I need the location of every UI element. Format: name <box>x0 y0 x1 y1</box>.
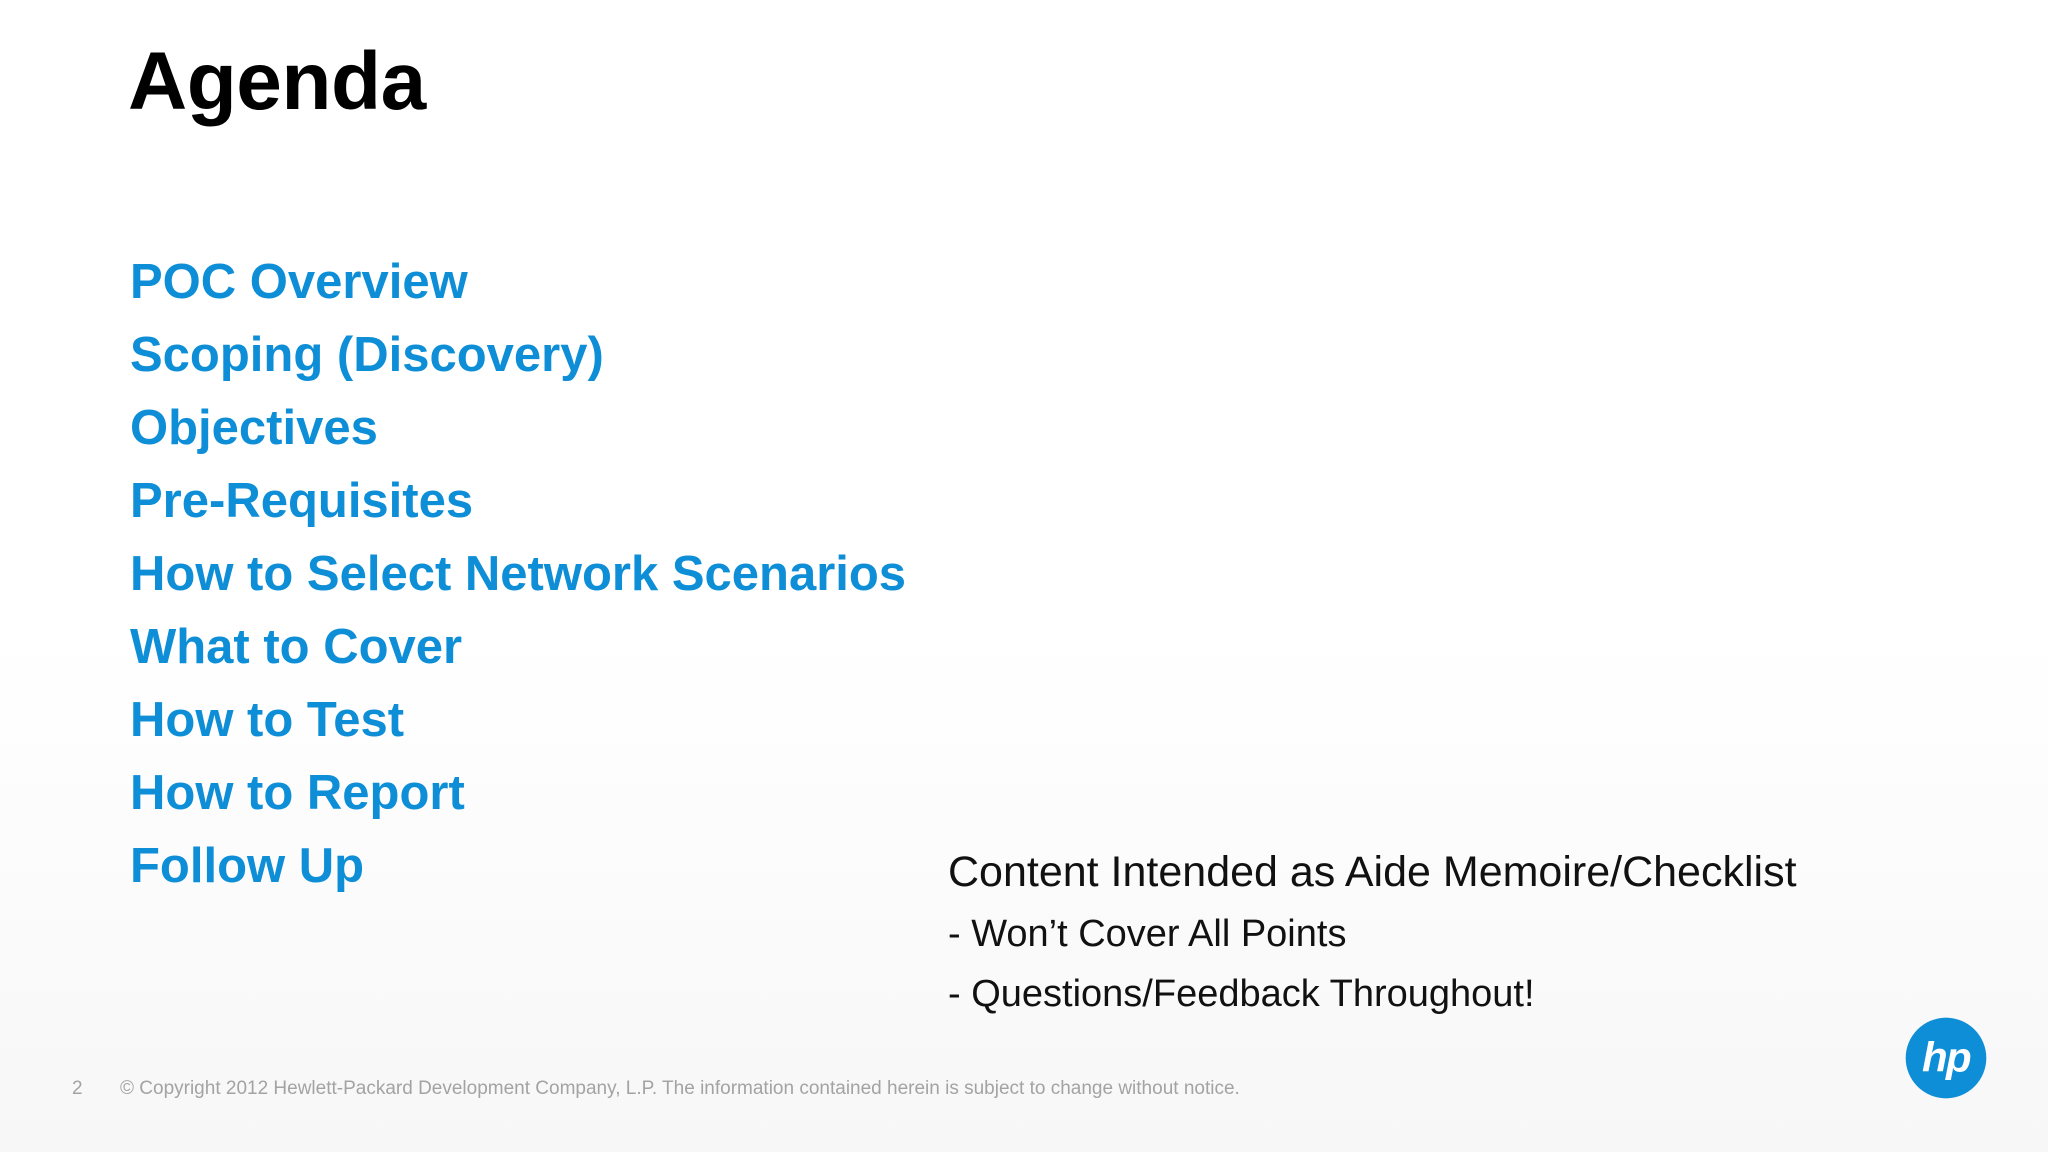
hp-logo-text: hp <box>1922 1033 1970 1081</box>
agenda-item-how-to-test: How to Test <box>130 693 405 747</box>
agenda-item-network-scenarios: How to Select Network Scenarios <box>130 547 907 601</box>
agenda-item-how-to-report: How to Report <box>130 766 465 820</box>
agenda-item-poc-overview: POC Overview <box>130 255 468 309</box>
copyright-notice: © Copyright 2012 Hewlett-Packard Development Company, L.P. The information contained herein is subject to change without notice. <box>120 1078 1240 1099</box>
notes-line-questions: - Questions/Feedback Throughout! <box>948 973 1535 1015</box>
notes-box <box>948 840 1797 1024</box>
slide-title: Agenda <box>128 36 426 127</box>
slide-footer <box>72 1076 1240 1102</box>
page-number: 2 <box>72 1078 83 1099</box>
agenda-item-pre-requisites: Pre-Requisites <box>130 474 474 528</box>
notes-heading: Content Intended as Aide Memoire/Checklist <box>948 848 1797 896</box>
agenda-item-objectives: Objectives <box>130 401 378 455</box>
notes-line-wont-cover: - Won’t Cover All Points <box>948 913 1347 955</box>
agenda-item-scoping: Scoping (Discovery) <box>130 328 604 382</box>
agenda-item-what-to-cover: What to Cover <box>130 620 463 674</box>
hp-logo-icon <box>1904 1016 1988 1100</box>
agenda-list <box>130 246 906 903</box>
agenda-item-follow-up: Follow Up <box>130 839 365 893</box>
